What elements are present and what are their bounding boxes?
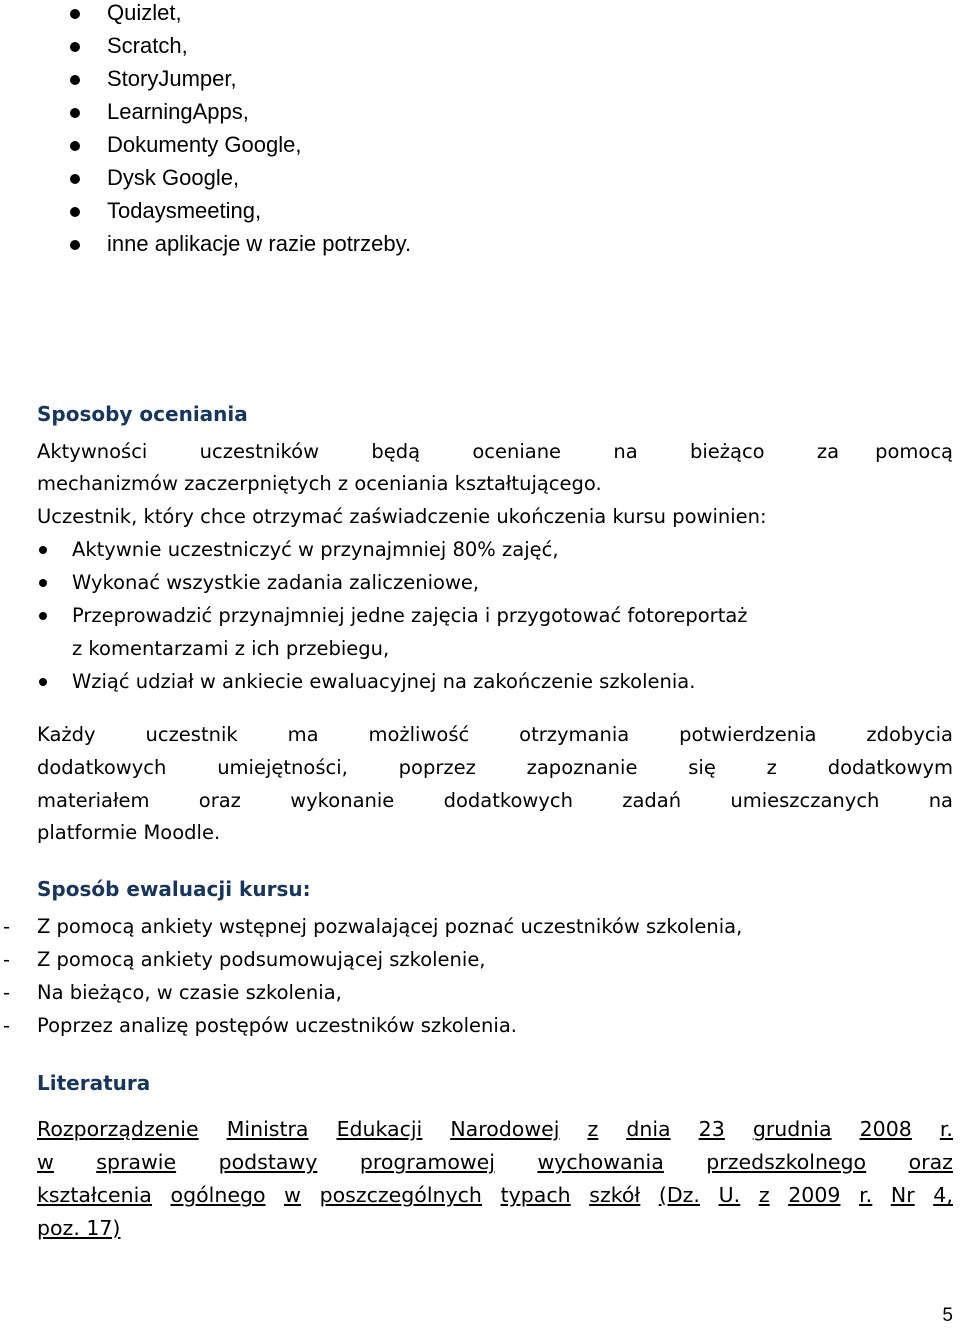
tool-label: LearningApps, — [107, 99, 249, 124]
word: 4, — [933, 1183, 953, 1207]
evaluation-text: Z pomocą ankiety wstępnej pozwalającej poznać uczestników szkolenia, — [37, 915, 743, 938]
criterion-text-continuation: z komentarzami z ich przebiegu, — [72, 637, 390, 660]
bullet-icon — [70, 207, 80, 217]
evaluation-text: Na bieżąco, w czasie szkolenia, — [37, 981, 342, 1004]
word: U. — [718, 1183, 741, 1207]
list-item — [0, 910, 742, 943]
criterion-text: Wziąć udział w ankiecie ewaluacyjnej na zakończenie szkolenia. — [72, 670, 696, 693]
word: uczestników — [199, 440, 320, 463]
word: poprzez — [398, 756, 476, 779]
list-item — [0, 943, 742, 976]
bullet-icon — [70, 240, 80, 250]
word: grudnia — [752, 1117, 832, 1141]
word: oraz — [198, 789, 241, 812]
reference-line-1 — [37, 1113, 953, 1146]
criterion-text: Aktywnie uczestniczyć w przynajmniej 80% zajęć, — [72, 538, 559, 561]
word: poszczególnych — [319, 1183, 482, 1207]
word: w — [284, 1183, 301, 1207]
bullet-icon — [39, 612, 47, 620]
word: r. — [859, 1183, 873, 1207]
word: 2009 — [788, 1183, 841, 1207]
tool-label: Scratch, — [107, 33, 188, 58]
word: r. — [939, 1117, 953, 1141]
word: typach — [500, 1183, 571, 1207]
bullet-icon — [70, 75, 80, 85]
word: zdobycia — [866, 723, 953, 746]
bullet-icon — [70, 174, 80, 184]
word: dodatkowych — [37, 756, 167, 779]
evaluation-text: Z pomocą ankiety podsumowującej szkolenie, — [37, 948, 486, 971]
word: dodatkowym — [827, 756, 953, 779]
tools-list — [0, 0, 411, 264]
word: Edukacji — [336, 1117, 423, 1141]
word: za — [816, 440, 840, 463]
word: wykonanie — [290, 789, 395, 812]
certificate-intro: Uczestnik, który chce otrzymać zaświadczenie ukończenia kursu powinien: — [37, 505, 767, 528]
word: możliwość — [368, 723, 470, 746]
word: dnia — [626, 1117, 671, 1141]
assessment-paragraph-line-1 — [37, 435, 953, 468]
word: z — [766, 756, 777, 779]
literature-heading: Literatura — [37, 1071, 151, 1095]
word: Narodowej — [450, 1117, 560, 1141]
criterion-text: Wykonać wszystkie zadania zaliczeniowe, — [72, 571, 480, 594]
tool-label: Todaysmeeting, — [107, 198, 262, 223]
list-item — [0, 976, 742, 1009]
bullet-icon — [39, 579, 47, 587]
word: w — [37, 1150, 54, 1174]
list-item — [0, 198, 411, 231]
word: podstawy — [218, 1150, 318, 1174]
list-item — [0, 0, 411, 33]
word: Aktywności — [37, 440, 148, 463]
word: umieszczanych — [730, 789, 880, 812]
word: poz. 17) — [37, 1216, 121, 1240]
list-item — [0, 665, 953, 698]
list-item — [0, 533, 953, 566]
word: oraz — [908, 1150, 953, 1174]
word: z — [758, 1183, 770, 1207]
list-item — [0, 165, 411, 198]
list-item — [0, 99, 411, 132]
word: szkół — [589, 1183, 641, 1207]
reference-line-4 — [37, 1212, 953, 1245]
extra-paragraph-line-4: platformie Moodle. — [37, 821, 221, 844]
word: ma — [287, 723, 319, 746]
extra-paragraph-line-3 — [37, 784, 953, 817]
list-item — [0, 33, 411, 66]
evaluation-list — [0, 910, 742, 1042]
word: sprawie — [96, 1150, 177, 1174]
evaluation-heading: Sposób ewaluacji kursu: — [37, 877, 311, 901]
word: dodatkowych — [443, 789, 573, 812]
tool-label: StoryJumper, — [107, 66, 237, 91]
list-item — [0, 132, 411, 165]
word: zadań — [622, 789, 682, 812]
tool-label: Dysk Google, — [107, 165, 240, 190]
criterion-text: Przeprowadzić przynajmniej jedne zajęcia i przygotować fotoreportaż — [72, 604, 748, 627]
literature-reference — [37, 1113, 953, 1245]
word: Rozporządzenie — [37, 1117, 199, 1141]
word: się — [688, 756, 716, 779]
reference-line-2 — [37, 1146, 953, 1179]
extra-paragraph-line-1 — [37, 718, 953, 751]
word: na — [928, 789, 953, 812]
bullet-icon — [70, 9, 80, 19]
certificate-criteria-list — [0, 533, 960, 698]
dash-marker: - — [3, 1014, 11, 1037]
word: potwierdzenia — [679, 723, 817, 746]
bullet-icon — [70, 108, 80, 118]
list-item — [0, 566, 953, 599]
word: będą — [371, 440, 421, 463]
word: 23 — [698, 1117, 725, 1141]
bullet-icon — [39, 546, 47, 554]
word: materiałem — [37, 789, 150, 812]
dash-marker: - — [3, 948, 11, 971]
word: programowej — [359, 1150, 495, 1174]
list-item — [0, 231, 411, 264]
dash-marker: - — [3, 981, 11, 1004]
assessment-heading: Sposoby oceniania — [37, 402, 248, 426]
assessment-paragraph-line-2: mechanizmów zaczerpniętych z oceniania kształtującego. — [37, 472, 602, 495]
word-group — [817, 435, 953, 468]
word: Każdy — [37, 723, 96, 746]
bullet-icon — [39, 678, 47, 686]
word: przedszkolnego — [706, 1150, 867, 1174]
word: kształcenia — [37, 1183, 152, 1207]
bullet-icon — [70, 141, 80, 151]
word: Ministra — [226, 1117, 309, 1141]
word: oceniane — [472, 440, 562, 463]
word: 2008 — [859, 1117, 912, 1141]
word: umiejętności, — [217, 756, 348, 779]
reference-line-3 — [37, 1179, 953, 1212]
word: (Dz. — [658, 1183, 700, 1207]
bullet-icon — [70, 42, 80, 52]
extra-paragraph-line-2 — [37, 751, 953, 784]
list-item — [0, 66, 411, 99]
word: otrzymania — [519, 723, 630, 746]
word: uczestnik — [145, 723, 238, 746]
page-number: 5 — [942, 1305, 953, 1326]
word: na — [613, 440, 638, 463]
word: zapoznanie — [526, 756, 638, 779]
list-item — [0, 599, 953, 665]
tool-label: Dokumenty Google, — [107, 132, 302, 157]
word: ogólnego — [170, 1183, 266, 1207]
word: pomocą — [875, 440, 953, 463]
word: Nr — [890, 1183, 915, 1207]
dash-marker: - — [3, 915, 11, 938]
word: bieżąco — [689, 440, 765, 463]
evaluation-text: Poprzez analizę postępów uczestników szkolenia. — [37, 1014, 517, 1037]
tool-label: inne aplikacje w razie potrzeby. — [107, 231, 412, 256]
tool-label: Quizlet, — [107, 0, 182, 25]
word: wychowania — [537, 1150, 664, 1174]
list-item — [0, 1009, 742, 1042]
word: z — [587, 1117, 599, 1141]
